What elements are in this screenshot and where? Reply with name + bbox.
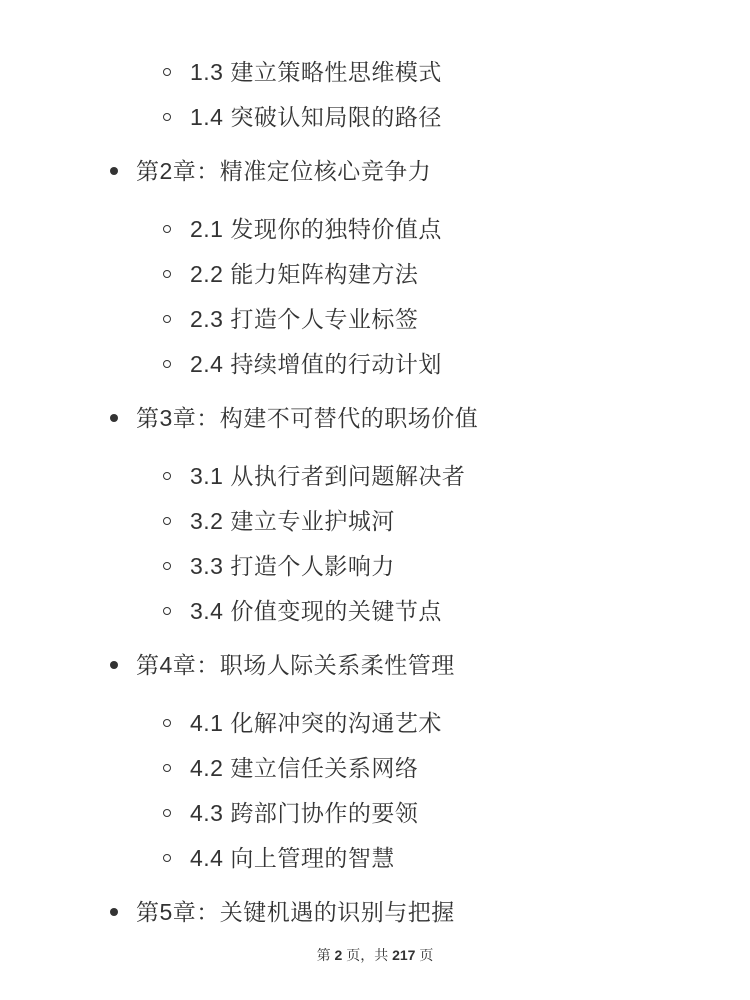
toc-chapter-item	[0, 155, 750, 187]
toc-section-item	[0, 460, 750, 492]
section-label: 3.2 建立专业护城河	[190, 508, 395, 534]
section-list	[0, 707, 750, 874]
toc-section-item	[0, 348, 750, 380]
page-indicator-middle: 页，共	[342, 947, 393, 963]
section-list	[0, 460, 750, 627]
section-label: 4.4 向上管理的智慧	[190, 845, 395, 871]
chapter-label: 第3章：构建不可替代的职场价值	[136, 405, 479, 431]
circle-bullet-icon	[163, 809, 171, 817]
toc-section-item	[0, 101, 750, 133]
section-label: 3.1 从执行者到问题解决者	[190, 463, 466, 489]
section-label: 3.3 打造个人影响力	[190, 553, 395, 579]
toc-section-item	[0, 213, 750, 245]
section-label: 2.1 发现你的独特价值点	[190, 216, 442, 242]
page-footer	[0, 946, 750, 964]
section-label: 4.1 化解冲突的沟通艺术	[190, 710, 442, 736]
page-indicator-prefix: 第	[316, 947, 335, 963]
section-label: 4.2 建立信任关系网络	[190, 755, 419, 781]
circle-bullet-icon	[163, 562, 171, 570]
section-label: 2.3 打造个人专业标签	[190, 306, 419, 332]
chapter-label: 第2章：精准定位核心竞争力	[136, 158, 432, 184]
toc-chapter-item	[0, 896, 750, 928]
page-indicator	[317, 947, 434, 963]
section-label: 2.4 持续增值的行动计划	[190, 351, 442, 377]
chapter-group-5	[0, 896, 750, 928]
toc-chapter-item	[0, 402, 750, 434]
circle-bullet-icon	[163, 517, 171, 525]
chapter-group-3	[0, 402, 750, 627]
current-page-number: 2	[334, 947, 343, 963]
section-label: 2.2 能力矩阵构建方法	[190, 261, 419, 287]
disc-bullet-icon	[110, 908, 118, 916]
circle-bullet-icon	[163, 764, 171, 772]
circle-bullet-icon	[163, 360, 171, 368]
toc-section-item	[0, 56, 750, 88]
section-label: 1.4 突破认知局限的路径	[190, 104, 442, 130]
disc-bullet-icon	[110, 414, 118, 422]
section-label: 4.3 跨部门协作的要领	[190, 800, 419, 826]
page-indicator-suffix: 页	[415, 947, 434, 963]
section-label: 1.3 建立策略性思维模式	[190, 59, 442, 85]
total-page-number: 217	[392, 947, 416, 963]
toc-section-item	[0, 258, 750, 290]
section-list	[0, 56, 750, 133]
chapter-group-4	[0, 649, 750, 874]
toc-section-item	[0, 303, 750, 335]
toc-chapter-item	[0, 649, 750, 681]
disc-bullet-icon	[110, 167, 118, 175]
chapter-label: 第5章：关键机遇的识别与把握	[136, 899, 455, 925]
toc-section-item	[0, 797, 750, 829]
circle-bullet-icon	[163, 719, 171, 727]
circle-bullet-icon	[163, 270, 171, 278]
circle-bullet-icon	[163, 68, 171, 76]
chapter-group-1	[0, 56, 750, 133]
toc-section-item	[0, 752, 750, 784]
circle-bullet-icon	[163, 113, 171, 121]
chapter-group-2	[0, 155, 750, 380]
circle-bullet-icon	[163, 315, 171, 323]
toc-section-item	[0, 595, 750, 627]
disc-bullet-icon	[110, 661, 118, 669]
toc-section-item	[0, 842, 750, 874]
chapter-label: 第4章：职场人际关系柔性管理	[136, 652, 455, 678]
circle-bullet-icon	[163, 472, 171, 480]
toc-section-item	[0, 505, 750, 537]
circle-bullet-icon	[163, 225, 171, 233]
circle-bullet-icon	[163, 854, 171, 862]
section-label: 3.4 价值变现的关键节点	[190, 598, 442, 624]
section-list	[0, 213, 750, 380]
toc-section-item	[0, 550, 750, 582]
toc-section-item	[0, 707, 750, 739]
circle-bullet-icon	[163, 607, 171, 615]
